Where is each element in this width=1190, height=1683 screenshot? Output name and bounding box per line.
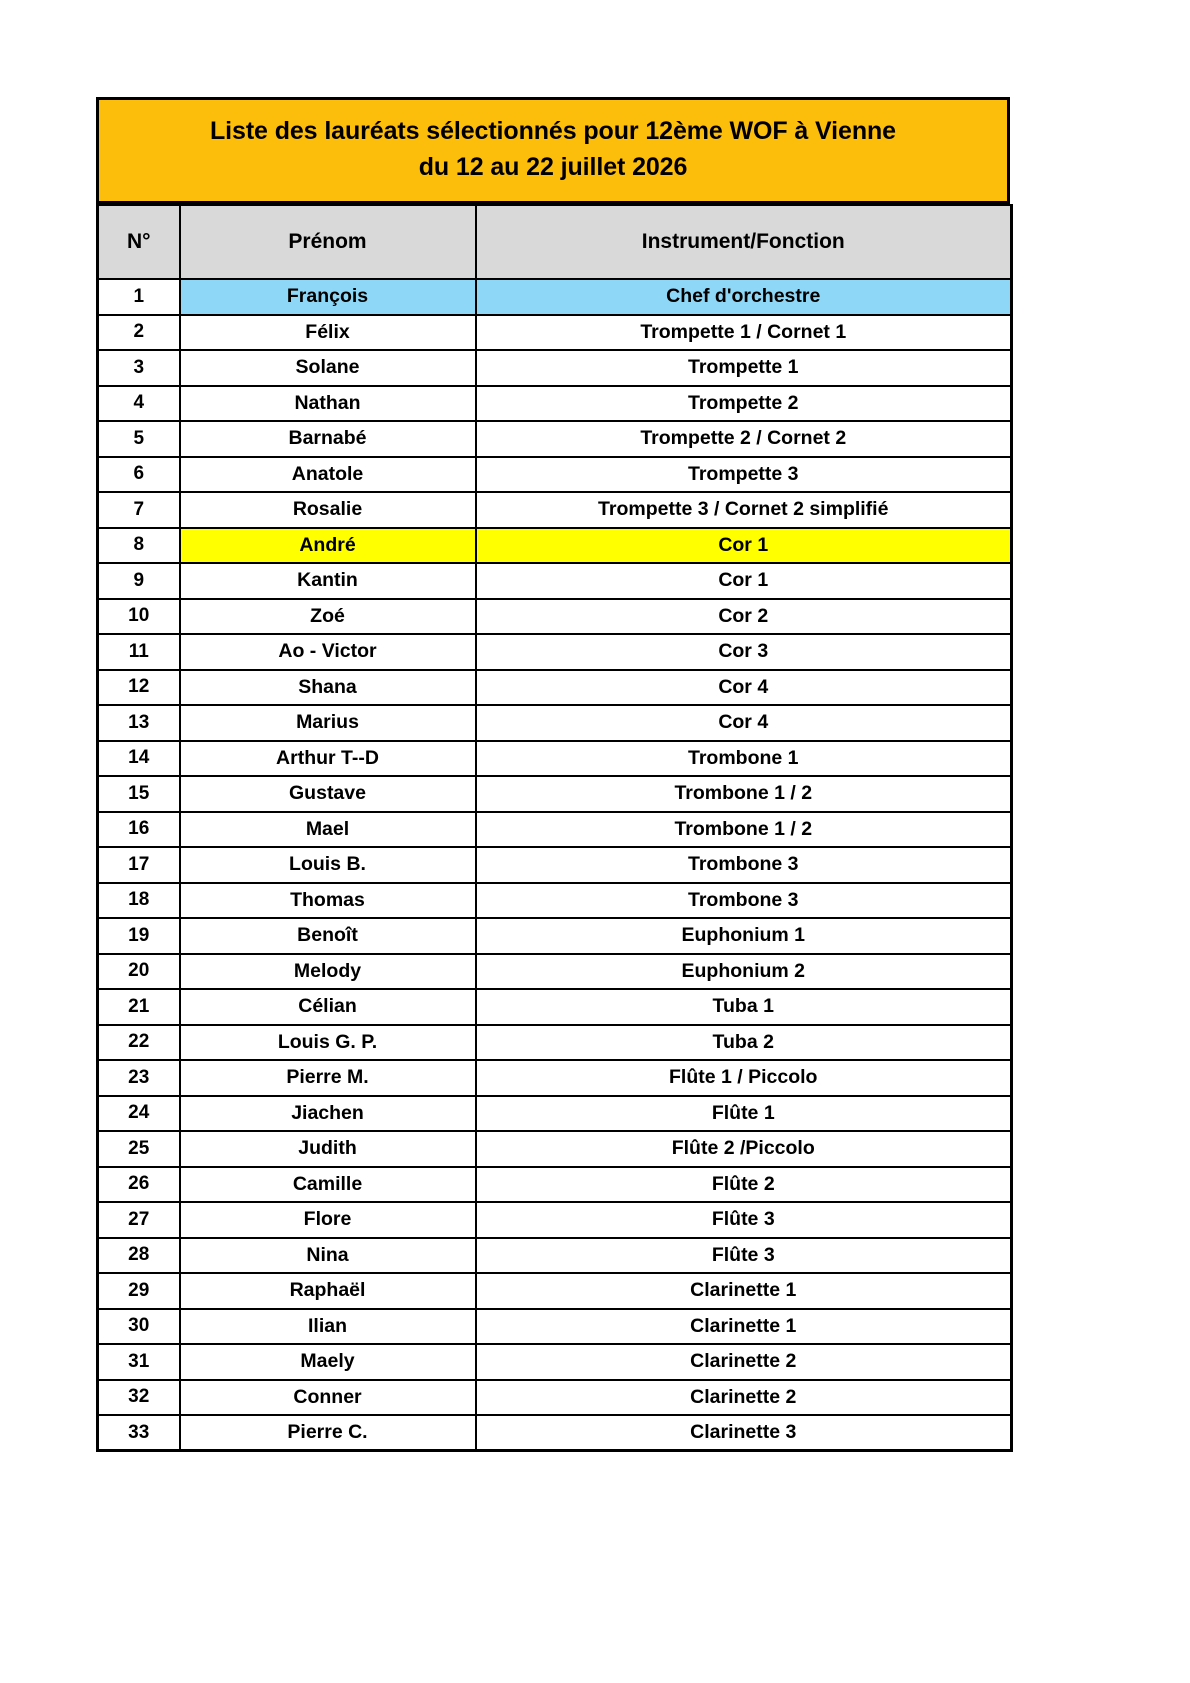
cell-name: Shana — [180, 670, 476, 706]
cell-num: 1 — [98, 279, 180, 315]
table-row — [98, 741, 1012, 777]
cell-name: Jiachen — [180, 1096, 476, 1132]
cell-name: Marius — [180, 705, 476, 741]
cell-instrument: Trombone 1 / 2 — [476, 812, 1012, 848]
table-row — [98, 989, 1012, 1025]
cell-instrument: Trompette 3 — [476, 457, 1012, 493]
cell-num: 27 — [98, 1202, 180, 1238]
cell-instrument: Cor 2 — [476, 599, 1012, 635]
cell-num: 17 — [98, 847, 180, 883]
table-row — [98, 954, 1012, 990]
cell-instrument: Trombone 1 — [476, 741, 1012, 777]
cell-instrument: Flûte 2 — [476, 1167, 1012, 1203]
table-row — [98, 1344, 1012, 1380]
cell-name: Flore — [180, 1202, 476, 1238]
cell-name: Anatole — [180, 457, 476, 493]
cell-num: 11 — [98, 634, 180, 670]
cell-instrument: Flûte 1 / Piccolo — [476, 1060, 1012, 1096]
cell-instrument: Chef d'orchestre — [476, 279, 1012, 315]
table-row — [98, 883, 1012, 919]
cell-num: 20 — [98, 954, 180, 990]
cell-instrument: Flûte 3 — [476, 1238, 1012, 1274]
cell-instrument: Trompette 3 / Cornet 2 simplifié — [476, 492, 1012, 528]
table-row — [98, 847, 1012, 883]
cell-num: 13 — [98, 705, 180, 741]
cell-num: 3 — [98, 350, 180, 386]
table-row — [98, 1060, 1012, 1096]
cell-num: 30 — [98, 1309, 180, 1345]
page-title-line-1: Liste des lauréats sélectionnés pour 12ème WOF à Vienne — [210, 117, 896, 145]
cell-instrument: Clarinette 1 — [476, 1273, 1012, 1309]
table-row — [98, 1309, 1012, 1345]
table-row — [98, 528, 1012, 564]
cell-instrument: Trompette 1 — [476, 350, 1012, 386]
cell-name: Célian — [180, 989, 476, 1025]
cell-instrument: Flûte 1 — [476, 1096, 1012, 1132]
cell-num: 5 — [98, 421, 180, 457]
cell-instrument: Clarinette 2 — [476, 1344, 1012, 1380]
table-row — [98, 1202, 1012, 1238]
cell-name: Mael — [180, 812, 476, 848]
table-body — [98, 279, 1012, 1451]
document-title-banner — [96, 97, 1010, 204]
cell-name: Solane — [180, 350, 476, 386]
cell-name: Nathan — [180, 386, 476, 422]
table-row — [98, 350, 1012, 386]
cell-name: François — [180, 279, 476, 315]
table-row — [98, 315, 1012, 351]
cell-name: Zoé — [180, 599, 476, 635]
cell-num: 9 — [98, 563, 180, 599]
table-row — [98, 492, 1012, 528]
column-header-name: Prénom — [180, 205, 476, 279]
cell-num: 32 — [98, 1380, 180, 1416]
cell-instrument: Flûte 3 — [476, 1202, 1012, 1238]
cell-name: Barnabé — [180, 421, 476, 457]
table-row — [98, 1380, 1012, 1416]
cell-instrument: Clarinette 2 — [476, 1380, 1012, 1416]
cell-num: 25 — [98, 1131, 180, 1167]
cell-instrument: Trombone 1 / 2 — [476, 776, 1012, 812]
cell-instrument: Tuba 2 — [476, 1025, 1012, 1061]
table-row — [98, 421, 1012, 457]
table-row — [98, 279, 1012, 315]
cell-name: Judith — [180, 1131, 476, 1167]
cell-num: 10 — [98, 599, 180, 635]
cell-instrument: Tuba 1 — [476, 989, 1012, 1025]
cell-name: Ao - Victor — [180, 634, 476, 670]
cell-instrument: Euphonium 1 — [476, 918, 1012, 954]
cell-num: 2 — [98, 315, 180, 351]
cell-num: 33 — [98, 1415, 180, 1451]
cell-name: Louis G. P. — [180, 1025, 476, 1061]
cell-name: Melody — [180, 954, 476, 990]
cell-name: Kantin — [180, 563, 476, 599]
cell-name: Louis B. — [180, 847, 476, 883]
cell-num: 31 — [98, 1344, 180, 1380]
table-row — [98, 1167, 1012, 1203]
cell-num: 12 — [98, 670, 180, 706]
cell-num: 23 — [98, 1060, 180, 1096]
cell-instrument: Cor 4 — [476, 705, 1012, 741]
table-row — [98, 812, 1012, 848]
cell-instrument: Trompette 2 / Cornet 2 — [476, 421, 1012, 457]
laureates-table — [96, 204, 1013, 1452]
roster-sheet — [96, 97, 1010, 1452]
cell-name: Nina — [180, 1238, 476, 1274]
cell-name: Camille — [180, 1167, 476, 1203]
cell-num: 19 — [98, 918, 180, 954]
column-header-instr: Instrument/Fonction — [476, 205, 1012, 279]
cell-num: 29 — [98, 1273, 180, 1309]
cell-name: Pierre M. — [180, 1060, 476, 1096]
table-row — [98, 634, 1012, 670]
table-row — [98, 457, 1012, 493]
page-title-line-2: du 12 au 22 juillet 2026 — [418, 152, 688, 181]
table-row — [98, 563, 1012, 599]
cell-instrument: Cor 4 — [476, 670, 1012, 706]
cell-instrument: Trompette 1 / Cornet 1 — [476, 315, 1012, 351]
table-row — [98, 670, 1012, 706]
table-row — [98, 1273, 1012, 1309]
cell-instrument: Euphonium 2 — [476, 954, 1012, 990]
cell-instrument: Clarinette 1 — [476, 1309, 1012, 1345]
cell-num: 28 — [98, 1238, 180, 1274]
cell-name: Félix — [180, 315, 476, 351]
cell-name: Pierre C. — [180, 1415, 476, 1451]
table-row — [98, 705, 1012, 741]
column-header-num: N° — [98, 205, 180, 279]
cell-num: 24 — [98, 1096, 180, 1132]
table-row — [98, 1238, 1012, 1274]
cell-name: Benoît — [180, 918, 476, 954]
table-row — [98, 1415, 1012, 1451]
cell-name: Thomas — [180, 883, 476, 919]
table-header — [98, 205, 1012, 279]
table-row — [98, 1096, 1012, 1132]
cell-instrument: Trombone 3 — [476, 883, 1012, 919]
cell-num: 16 — [98, 812, 180, 848]
cell-instrument: Trombone 3 — [476, 847, 1012, 883]
cell-name: Conner — [180, 1380, 476, 1416]
table-row — [98, 599, 1012, 635]
cell-num: 22 — [98, 1025, 180, 1061]
cell-instrument: Clarinette 3 — [476, 1415, 1012, 1451]
cell-instrument: Trompette 2 — [476, 386, 1012, 422]
table-row — [98, 918, 1012, 954]
table-row — [98, 386, 1012, 422]
cell-num: 4 — [98, 386, 180, 422]
cell-instrument: Cor 1 — [476, 528, 1012, 564]
cell-name: Arthur T--D — [180, 741, 476, 777]
cell-name: Maely — [180, 1344, 476, 1380]
cell-instrument: Cor 1 — [476, 563, 1012, 599]
cell-num: 14 — [98, 741, 180, 777]
cell-name: Ilian — [180, 1309, 476, 1345]
cell-num: 8 — [98, 528, 180, 564]
table-row — [98, 776, 1012, 812]
cell-num: 15 — [98, 776, 180, 812]
cell-instrument: Cor 3 — [476, 634, 1012, 670]
cell-num: 6 — [98, 457, 180, 493]
table-row — [98, 1131, 1012, 1167]
cell-num: 7 — [98, 492, 180, 528]
cell-name: André — [180, 528, 476, 564]
cell-name: Gustave — [180, 776, 476, 812]
cell-num: 21 — [98, 989, 180, 1025]
cell-instrument: Flûte 2 /Piccolo — [476, 1131, 1012, 1167]
cell-num: 26 — [98, 1167, 180, 1203]
cell-name: Rosalie — [180, 492, 476, 528]
table-header-row — [98, 205, 1012, 279]
table-row — [98, 1025, 1012, 1061]
cell-name: Raphaël — [180, 1273, 476, 1309]
cell-num: 18 — [98, 883, 180, 919]
